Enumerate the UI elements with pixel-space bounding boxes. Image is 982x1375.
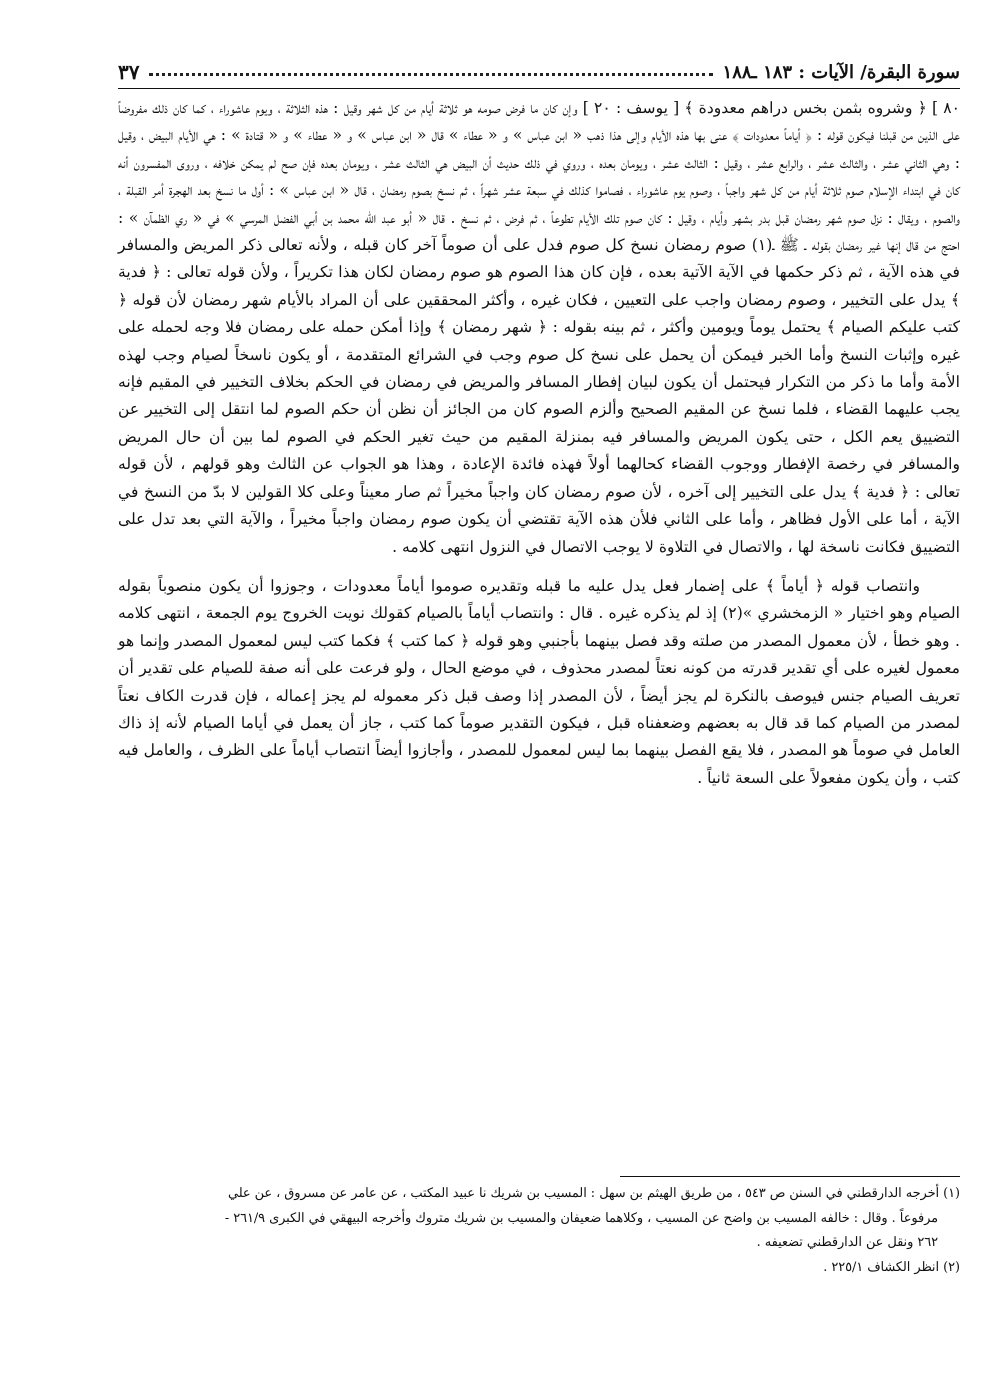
footnote-2: (٢) انظر الكشاف ٢٢٥/١ . bbox=[823, 1259, 960, 1275]
footnote-1-line-1: (١) أخرجه الدارقطني في السنن ص ٥٤٣ ، من طريق الهيثم بن سهل : المسيب بن شريك نا عبيد المكتب ، عن عامر عن مسروق ، عن علي bbox=[228, 1186, 960, 1201]
main-text bbox=[118, 95, 960, 792]
footnote-1-line-3: ٢٦٢ ونقل عن الدارقطني تضعيفه . bbox=[756, 1235, 938, 1250]
footnote-separator bbox=[620, 1176, 960, 1177]
paragraph-1: ٨٠ ] ﴿ وشروه بثمن بخس دراهم معدودة ﴾ [ يوسف : ٢٠ ] وإن كان ما فرض صومه هو ثلاثة أيام من كل شهر وقيل : هذه الثلاثة ، ويوم عاشوراء ، كما كان ذلك مفروضاً على الذين من قبلنا فيكون قوله : ﴿ أياماً معدودات ﴾ عنى بها هذه الأيام وإلى هذا ذهب « ابن عباس » و « عطاء » قال « ابن عباس » و « عطاء » و « قتادة » : هي الأيام البيض ، وقيل : وهي الثاني عشر ، والثالث عشر ، والرابع عشر ، وقيل : الثالث عشر ، ويومان بعده ، وروي في ذلك حديث أن البيض هي الثالث عشر ، ويومان بعده فإن صح لم يمكن خلافه ، وروى المفسرون أنه كان في ابتداء الإسلام صوم ثلاثة أيام من كل شهر واجباً ، وصوم يوم عاشوراء ، فصاموا كذلك في سبعة عشر شهراً ، ثم نسخ بصوم رمضان ، قال « ابن عباس » : أول ما نسخ بعد الهجرة أمر القبلة ، والصوم ، ويقال : نزل صوم شهر رمضان قبل بدر بشهر وأيام ، وقيل : كان صوم تلك الأيام تطوعاً ، ثم فرض ، ثم نسخ . قال « أبو عبد الله محمد بن أبي الفضل المرسي » في « ري الظمآن » : احتج من قال إنها غير رمضان بقوله ـ ﷺ ـ(١) صوم رمضان نسخ كل صوم فدل على أن صوماً آخر كان قبله ، ولأنه تعالى ذكر المريض والمسافر في هذه الآية ، ثم ذكر حكمها في الآية الآتية بعده ، فإن كان هذا الصوم هو صوم رمضان لكان هذا تكريراً ، ولأن قوله تعالى : ﴿ فدية ﴾ يدل على التخيير ، وصوم رمضان واجب على التعيين ، فكان غيره ، وأكثر المحققين على أن المراد بالأيام شهر رمضان لأن قوله ﴿ كتب عليكم الصيام ﴾ يحتمل يوماً ويومين وأكثر ، ثم بينه بقوله : ﴿ شهر رمضان ﴾ وإذا أمكن حمله على رمضان فلا وجه لحمله على غيره وإثبات النسخ وأما الخبر فيمكن أن يحمل على نسخ كل صوم وجب في الشرائع المتقدمة ، أو يكون ناسخاً لصيام وجب لهذه الأمة وأما ما ذكر من التكرار فيحتمل أن يكون لبيان إفطار المسافر والمريض في رمضان في الحكم بخلاف التخيير في المقيم فإنه يجب عليهما القضاء ، فلما نسخ عن المقيم الصحيح وألزم الصوم كان من الجائز أن نظن أن حكم الصوم لما انتقل إلى التخيير عن التضييق يعم الكل ، حتى يكون المريض والمسافر فيه بمنزلة المقيم من حيث تغير الحكم في الصوم لما بين أن حال المريض والمسافر في رخصة الإفطار ووجوب القضاء كحالهما أولاً فهذه فائدة الإعادة ، وهذا هو الجواب عن الثالث وهو قولهم ، لأن قوله تعالى : ﴿ فدية ﴾ يدل على التخيير إلى آخره ، لأن صوم رمضان كان واجباً مخيراً ثم صار معيناً وعلى كلا القولين لا بدّ من النسخ في الآية ، أما على الأول فظاهر ، وأما على الثاني فلأن هذه الآية تقتضي أن يكون صوم رمضان واجباً مخيراً ، والآية التي بعد تدل على التضييق فكانت ناسخة لها ، والاتصال في التلاوة لا يوجب الاتصال في النزول انتهى كلامه . bbox=[118, 99, 960, 556]
header-title: سورة البقرة/ الآيات : ١٨٣ ـ١٨٨ bbox=[722, 61, 960, 83]
footnote-1-line-2: مرفوعاً . وقال : خالفه المسيب بن واضح عن المسيب ، وكلاهما ضعيفان والمسيب بن شريك متروك وأخرجه البيهقي في الكبرى ٢٦١/٩ - bbox=[224, 1210, 938, 1226]
running-header bbox=[118, 56, 960, 89]
header-dotted-leader bbox=[149, 73, 712, 76]
footnotes bbox=[118, 1182, 960, 1280]
page-number: ٣٧ bbox=[118, 60, 140, 84]
paragraph-2: وانتصاب قوله ﴿ أياماً ﴾ على إضمار فعل يدل عليه ما قبله وتقديره صوموا أياماً معدودات ، وجوزوا أن يكون منصوباً بقوله الصيام وهو اختيار « الزمخشري »(٢) إذ لم يذكره غيره . قال : وانتصاب أياماً بالصيام كقولك نويت الخروج يوم الجمعة ، انتهى كلامه . وهو خطأ ، لأن معمول المصدر من صلته وقد فصل بينهما بأجنبي وهو قوله ﴿ كما كتب ﴾ فكما كتب ليس لمعمول المصدر وإنما هو معمول لغيره على أي تقدير قدرته من كونه نعتاً لمصدر محذوف ، في موضع الحال ، ولو فرعت على أنه صفة للصيام على تقدير أن تعريف الصيام جنس فيوصف بالنكرة لم يجز أيضاً ، لأن المصدر إذا وصف قبل ذكر معموله لم يجز إعماله ، فإن قدرت الكاف نعتاً لمصدر من الصيام كما قد قال به بعضهم وضعفناه قبل ، فيكون التقدير صوماً كما كتب ، جاز أن يعمل في أياما الصيام لأنه إذ ذاك العامل في صوماً هو المصدر ، فلا يقع الفصل بينهما بما ليس لمعمول للمصدر ، وأجازوا أيضاً انتصاب أياماً على الظرف ، والعامل فيه كتب ، وأن يكون مفعولاً على السعة ثانياً . bbox=[118, 576, 960, 787]
